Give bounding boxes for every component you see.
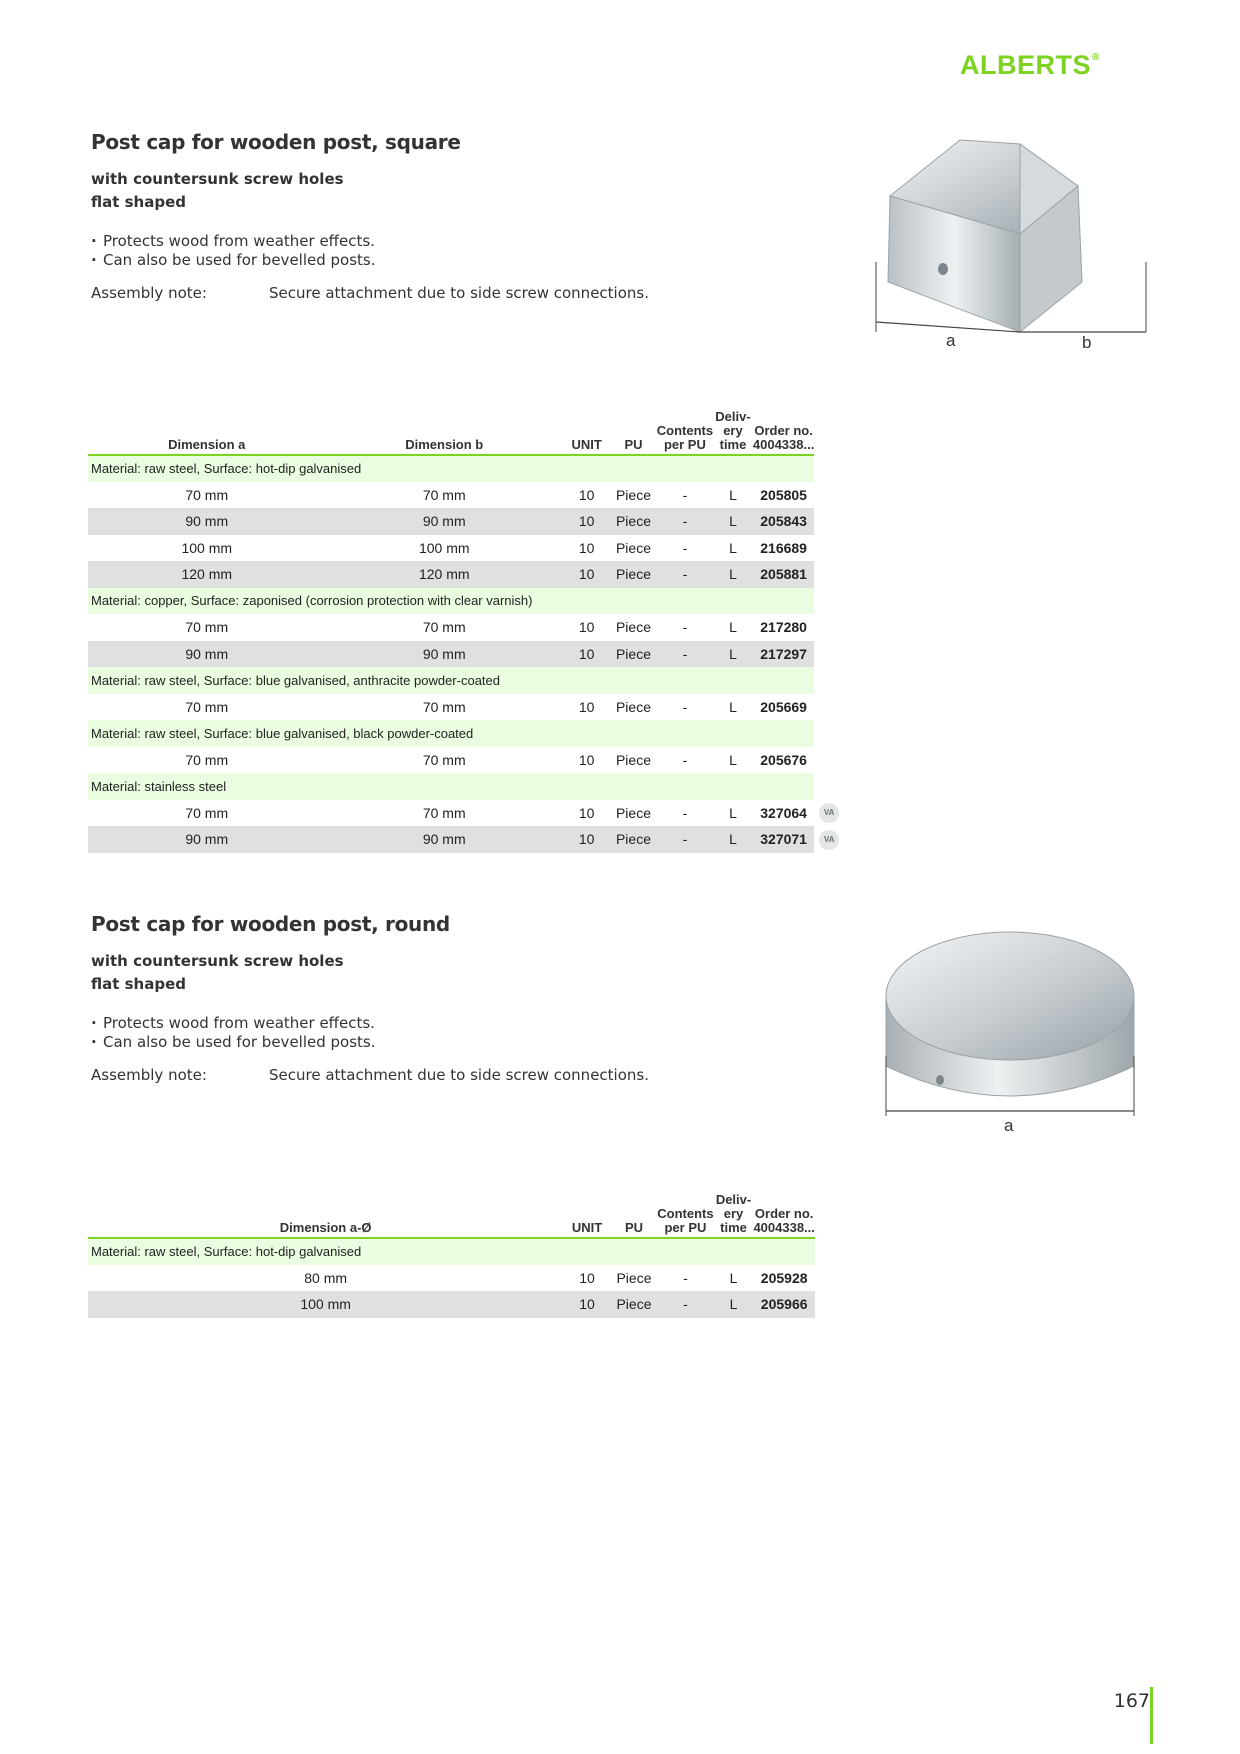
cell-unit: 10	[563, 561, 610, 588]
cell-order-no: 205843	[753, 508, 814, 535]
cell-order-no: 217280	[760, 619, 807, 636]
material-label: Material: raw steel, Surface: hot-dip galvanised	[88, 1238, 815, 1265]
badge-cell	[815, 1291, 844, 1318]
cell-contents: -	[682, 539, 688, 556]
cell-pu: Piece	[615, 698, 651, 715]
header-line: per PU	[664, 1220, 707, 1235]
cell-delivery: L	[713, 826, 753, 853]
cell-unit: 10	[578, 539, 595, 556]
cell-pu: Piece	[610, 508, 656, 535]
cell-delivery: L	[713, 641, 753, 668]
assembly-note-text: Secure attachment due to side screw connections.	[269, 284, 649, 302]
cell-contents: -	[682, 751, 688, 768]
product-image-square-cap	[870, 136, 1152, 350]
cell-dimension-a: 100 mm	[88, 1291, 563, 1318]
cell-contents: -	[657, 1291, 713, 1318]
brand-logo	[960, 50, 1160, 81]
header-delivery	[714, 1193, 754, 1238]
cell-order-no: 205669	[760, 698, 807, 715]
dimension-label-a: a	[946, 331, 956, 350]
cell-contents: -	[682, 486, 688, 503]
cell-unit: 10	[563, 1291, 610, 1318]
cell-pu: Piece	[615, 539, 651, 556]
badge-cell	[814, 455, 844, 482]
cell-dimension-b: 70 mm	[422, 751, 466, 768]
cell-order-no: 205928	[760, 1269, 808, 1286]
spec-table-square	[88, 410, 844, 853]
cell-dimension-a: 70 mm	[185, 804, 229, 821]
header-line: per PU	[663, 437, 706, 452]
header-line: 4004338...	[752, 437, 815, 452]
cell-delivery: L	[729, 619, 737, 636]
material-label: Material: raw steel, Surface: hot-dip galvanised	[88, 455, 814, 482]
header-line: Deliv-	[715, 1192, 752, 1207]
badge-cell	[814, 588, 844, 615]
brand-mark: ®	[1092, 52, 1100, 63]
material-row	[88, 667, 844, 694]
header-unit: UNIT	[563, 410, 610, 455]
badge-cell	[814, 800, 844, 827]
badge-cell	[815, 1265, 844, 1292]
cell-unit: 10	[578, 486, 595, 503]
assembly-note-text: Secure attachment due to side screw connections.	[269, 1066, 649, 1084]
stainless-steel-badge: VA	[819, 803, 839, 823]
cell-dimension-a: 120 mm	[88, 561, 326, 588]
cell-contents: -	[683, 1269, 688, 1286]
subtitle-line: flat shaped	[91, 193, 187, 211]
header-pu: PU	[611, 1193, 658, 1238]
cell-contents: -	[682, 698, 688, 715]
header-line: Deliv-	[715, 409, 751, 424]
cell-dimension-b: 100 mm	[418, 539, 470, 556]
cell-dimension-b: 70 mm	[422, 804, 466, 821]
cell-dimension-b: 90 mm	[326, 641, 564, 668]
header-pu: PU	[610, 410, 656, 455]
header-line: 4004338...	[753, 1220, 815, 1235]
material-row	[88, 720, 844, 747]
cell-dimension-a: 70 mm	[185, 698, 229, 715]
material-label: Material: stainless steel	[88, 773, 814, 800]
cell-pu: Piece	[615, 619, 651, 636]
cell-order-no: 205881	[753, 561, 814, 588]
cell-delivery: L	[713, 508, 753, 535]
header-delivery	[713, 410, 753, 455]
cell-order-no: 205676	[760, 751, 807, 768]
stainless-steel-badge: VA	[819, 830, 839, 850]
material-label: Material: raw steel, Surface: blue galvanised, black powder-coated	[88, 720, 814, 747]
material-row	[88, 773, 844, 800]
cell-unit: 10	[563, 508, 610, 535]
cell-order-no: 216689	[760, 539, 807, 556]
cell-delivery: L	[714, 1291, 754, 1318]
cell-delivery: L	[729, 1269, 738, 1286]
table-row	[88, 641, 844, 668]
table-row	[88, 482, 844, 509]
page-number: 167	[1113, 1690, 1150, 1712]
assembly-note-label: Assembly note:	[91, 284, 207, 302]
cell-pu: Piece	[610, 561, 656, 588]
cell-unit: 10	[578, 698, 595, 715]
product-image-round-cap	[880, 926, 1145, 1136]
dimension-label-b: b	[1082, 333, 1092, 350]
table-row	[88, 508, 844, 535]
material-row	[88, 1238, 844, 1265]
header-line: ery time	[719, 423, 747, 452]
table-row	[88, 826, 844, 853]
cell-dimension-b: 70 mm	[422, 486, 466, 503]
page-number-divider	[1150, 1687, 1153, 1744]
badge-cell	[814, 720, 844, 747]
header-contents	[657, 410, 713, 455]
badge-cell	[814, 826, 844, 853]
cell-dimension-b: 70 mm	[422, 698, 466, 715]
cell-dimension-a: 100 mm	[181, 539, 233, 556]
cell-unit: 10	[578, 751, 595, 768]
table-header-row	[88, 1193, 844, 1238]
badge-cell	[814, 773, 844, 800]
material-label: Material: copper, Surface: zaponised (corrosion protection with clear varnish)	[88, 588, 814, 615]
feature-item: · Can also be used for bevelled posts.	[91, 1033, 1151, 1052]
cell-dimension-a: 90 mm	[88, 826, 326, 853]
cell-dimension-b: 120 mm	[326, 561, 564, 588]
section-title: Post cap for wooden post, round	[91, 912, 450, 936]
cell-unit: 10	[579, 1269, 595, 1286]
table-row	[88, 1291, 844, 1318]
dimension-label-a: a	[1004, 1116, 1014, 1135]
cell-pu: Piece	[615, 486, 651, 503]
cell-pu: Piece	[611, 1291, 658, 1318]
badge-cell	[814, 482, 844, 509]
badge-cell	[815, 1238, 844, 1265]
cell-dimension-a: 70 mm	[185, 751, 229, 768]
table-header-row	[88, 410, 844, 455]
header-line: Order no.	[754, 1206, 814, 1221]
cell-contents: -	[682, 804, 688, 821]
badge-cell	[814, 614, 844, 641]
cell-dimension-a: 90 mm	[88, 641, 326, 668]
cell-contents: -	[657, 508, 713, 535]
cell-delivery: L	[729, 539, 737, 556]
cell-unit: 10	[563, 826, 610, 853]
cell-dimension-a: 70 mm	[185, 486, 229, 503]
table-row	[88, 561, 844, 588]
header-dimension-a: Dimension a-Ø	[88, 1193, 563, 1238]
table-row	[88, 614, 844, 641]
feature-item: · Protects wood from weather effects.	[91, 1014, 1151, 1033]
cell-order-no: 217297	[753, 641, 814, 668]
badge-cell	[814, 561, 844, 588]
header-order	[753, 1193, 814, 1238]
cell-dimension-b: 70 mm	[422, 619, 466, 636]
assembly-note-label: Assembly note:	[91, 1066, 207, 1084]
header-line: Contents	[656, 423, 714, 438]
header-dimension-b: Dimension b	[326, 410, 564, 455]
cell-pu: Piece	[615, 751, 651, 768]
cell-order-no: 205966	[753, 1291, 814, 1318]
subtitle-line: with countersunk screw holes	[91, 170, 344, 188]
cell-contents: -	[657, 641, 713, 668]
feature-item: · Can also be used for bevelled posts.	[91, 251, 1151, 270]
header-line: ery time	[720, 1206, 747, 1235]
cell-delivery: L	[729, 486, 737, 503]
table-row	[88, 800, 844, 827]
cell-delivery: L	[729, 804, 737, 821]
header-unit: UNIT	[563, 1193, 610, 1238]
header-contents	[657, 1193, 713, 1238]
cell-pu: Piece	[610, 826, 656, 853]
spec-table-round	[88, 1193, 844, 1318]
header-badge-spacer	[814, 410, 844, 455]
cell-delivery: L	[713, 561, 753, 588]
header-order	[753, 410, 814, 455]
cell-pu: Piece	[616, 1269, 652, 1286]
cell-dimension-a: 90 mm	[88, 508, 326, 535]
cell-order-no: 327064	[760, 804, 807, 821]
header-line: Order no.	[754, 423, 813, 438]
cell-delivery: L	[729, 751, 737, 768]
cell-contents: -	[657, 826, 713, 853]
cell-dimension-b: 90 mm	[326, 508, 564, 535]
cell-dimension-b: 90 mm	[326, 826, 564, 853]
badge-cell	[814, 508, 844, 535]
cell-order-no: 205805	[760, 486, 807, 503]
badge-cell	[814, 535, 844, 562]
material-row	[88, 588, 844, 615]
cell-order-no: 327071	[753, 826, 814, 853]
material-row	[88, 455, 844, 482]
header-dimension-a: Dimension a	[88, 410, 326, 455]
badge-cell	[814, 641, 844, 668]
material-label: Material: raw steel, Surface: blue galvanised, anthracite powder-coated	[88, 667, 814, 694]
cell-pu: Piece	[610, 641, 656, 668]
cell-delivery: L	[729, 698, 737, 715]
brand-name: ALBERTS	[960, 50, 1091, 80]
badge-cell	[814, 694, 844, 721]
table-row	[88, 1265, 844, 1292]
badge-cell	[814, 747, 844, 774]
feature-item: · Protects wood from weather effects.	[91, 232, 1151, 251]
cell-dimension-a: 70 mm	[185, 619, 229, 636]
table-row	[88, 747, 844, 774]
badge-cell	[814, 667, 844, 694]
subtitle-line: flat shaped	[91, 975, 187, 993]
subtitle-line: with countersunk screw holes	[91, 952, 344, 970]
table-row	[88, 694, 844, 721]
table-row	[88, 535, 844, 562]
section-title: Post cap for wooden post, square	[91, 130, 461, 154]
cell-dimension-a: 80 mm	[304, 1269, 348, 1286]
cell-pu: Piece	[615, 804, 651, 821]
cell-unit: 10	[563, 641, 610, 668]
cell-unit: 10	[578, 619, 595, 636]
cell-unit: 10	[578, 804, 595, 821]
cell-contents: -	[657, 561, 713, 588]
cell-contents: -	[682, 619, 688, 636]
header-line: Contents	[657, 1206, 714, 1221]
header-badge-spacer	[815, 1193, 844, 1238]
